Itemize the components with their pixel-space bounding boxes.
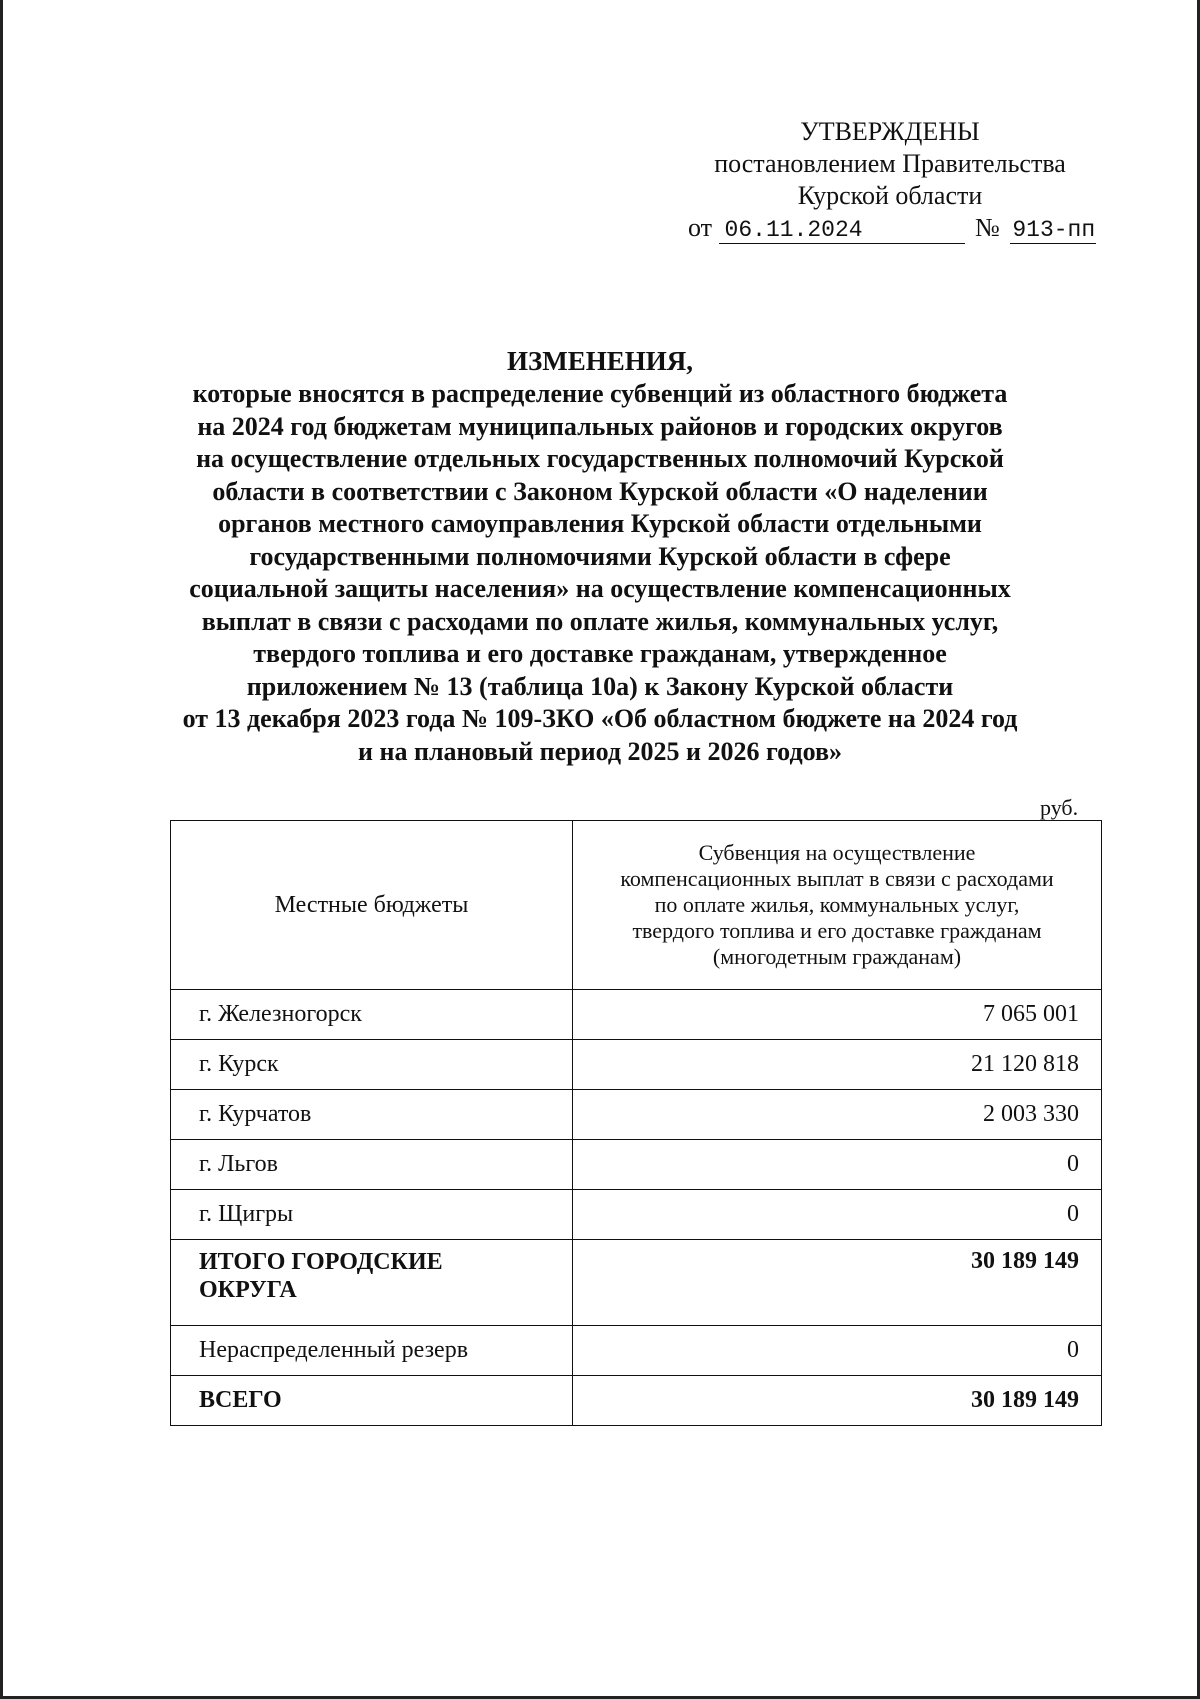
row-value: 0 xyxy=(573,1326,1102,1376)
table-row xyxy=(171,1090,1102,1140)
header-local-budgets: Местные бюджеты xyxy=(171,821,573,990)
title-line: органов местного самоуправления Курской области отдельными xyxy=(218,509,982,538)
document-title xyxy=(150,344,1050,768)
header-subvention-line: твердого топлива и его доставке гражданам xyxy=(632,918,1042,943)
title-line: на осуществление отдельных государственных полномочий Курской xyxy=(196,444,1004,473)
row-name: г. Щигры xyxy=(171,1190,573,1240)
header-subvention-line: компенсационных выплат в связи с расходами xyxy=(620,866,1054,891)
row-value: 21 120 818 xyxy=(573,1040,1102,1090)
title-line: области в соответствии с Законом Курской области «О наделении xyxy=(212,476,988,506)
subtotal-name-line: ИТОГО ГОРОДСКИЕ xyxy=(199,1249,443,1275)
title-line: твердого топлива и его доставке гражданам, утвержденное xyxy=(253,639,947,668)
row-name: г. Железногорск xyxy=(171,990,573,1040)
subtotal-row xyxy=(171,1240,1102,1326)
row-name: г. Курск xyxy=(171,1040,573,1090)
title-line: которые вносятся в распределение субвенций из областного бюджета xyxy=(192,379,1008,408)
title-line: государственными полномочиями Курской области в сфере xyxy=(249,541,951,571)
date-label: от xyxy=(688,213,713,242)
row-value: 0 xyxy=(573,1140,1102,1190)
header-subvention-line: по оплате жилья, коммунальных услуг, xyxy=(654,892,1020,917)
row-value: 0 xyxy=(573,1190,1102,1240)
page-edge-left xyxy=(0,0,3,1699)
total-name: ВСЕГО xyxy=(171,1376,573,1426)
subtotal-value: 30 189 149 xyxy=(573,1240,1102,1326)
total-value: 30 189 149 xyxy=(573,1376,1102,1426)
approval-status: УТВЕРЖДЕНЫ xyxy=(800,117,980,146)
table-row xyxy=(171,990,1102,1040)
number-value: 913-пп xyxy=(1012,217,1096,243)
row-name: Нераспределенный резерв xyxy=(171,1326,573,1376)
table-row xyxy=(171,1140,1102,1190)
subtotal-name-line: ОКРУГА xyxy=(199,1277,297,1303)
row-value: 2 003 330 xyxy=(573,1090,1102,1140)
row-value: 7 065 001 xyxy=(573,990,1102,1040)
subtotal-name xyxy=(171,1240,573,1326)
total-row xyxy=(171,1376,1102,1426)
approval-line-2: Курской области xyxy=(797,181,983,210)
table-row xyxy=(171,1190,1102,1240)
table-row xyxy=(171,1326,1102,1376)
header-subvention-line: Субвенция на осуществление xyxy=(698,840,976,865)
header-subvention-line: (многодетным гражданам) xyxy=(712,944,962,969)
date-value: 06.11.2024 xyxy=(719,217,965,244)
approval-date-row xyxy=(688,212,1100,244)
title-heading: ИЗМЕНЕНИЯ, xyxy=(506,346,693,376)
title-line: от 13 декабря 2023 года № 109-ЗКО «Об областном бюджете на 2024 год xyxy=(182,704,1018,733)
approval-line-1: постановлением Правительства xyxy=(714,149,1066,178)
row-name: г. Льгов xyxy=(171,1140,573,1190)
budget-table xyxy=(170,820,1102,1426)
title-line: выплат в связи с расходами по оплате жилья, коммунальных услуг, xyxy=(201,606,999,636)
title-line: приложением № 13 (таблица 10а) к Закону Курской области xyxy=(246,671,954,701)
title-line: и на плановый период 2025 и 2026 годов» xyxy=(358,736,842,766)
title-line: на 2024 год бюджетам муниципальных районов и городских округов xyxy=(197,411,1003,441)
title-line: социальной защиты населения» на осуществление компенсационных xyxy=(189,574,1011,603)
table-header-row xyxy=(171,821,1102,990)
currency-unit: руб. xyxy=(1040,795,1079,820)
row-name: г. Курчатов xyxy=(171,1090,573,1140)
header-subvention xyxy=(573,821,1102,990)
number-label: № xyxy=(975,213,1000,242)
table-row xyxy=(171,1040,1102,1090)
approval-stamp xyxy=(680,116,1100,244)
